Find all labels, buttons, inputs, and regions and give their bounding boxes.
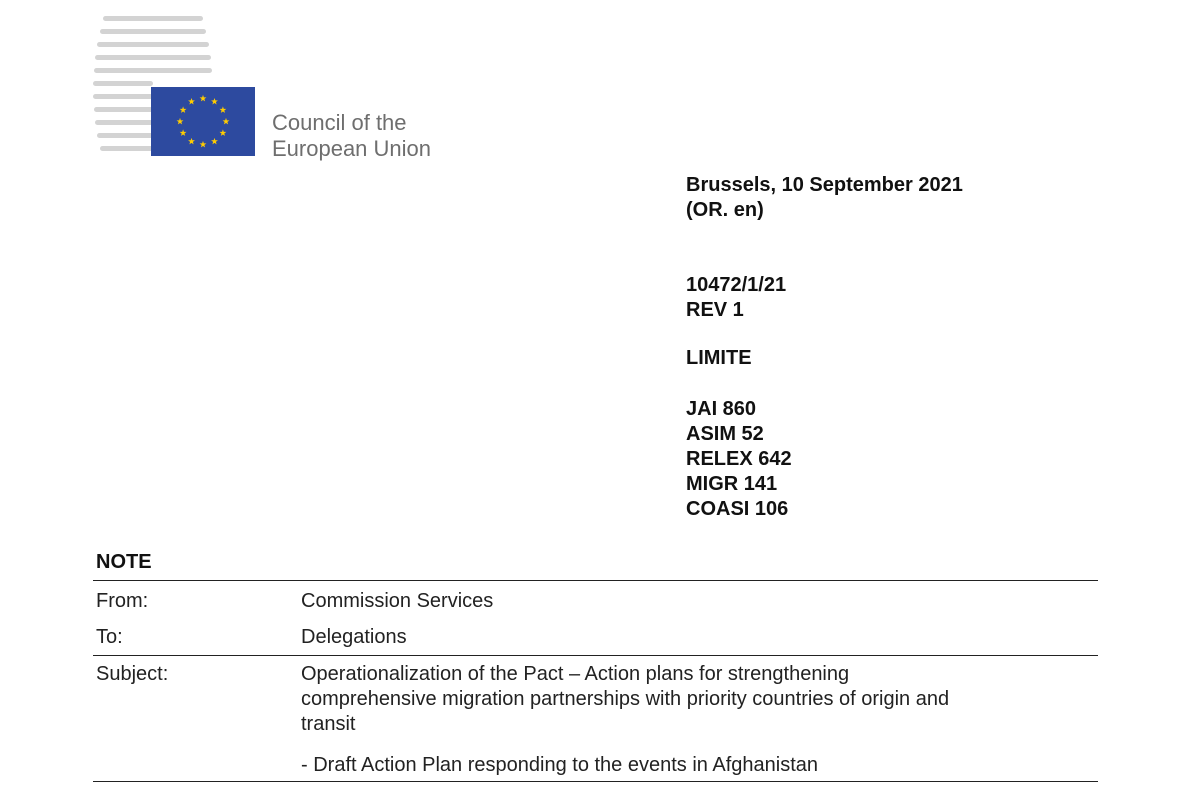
- from-label: From:: [96, 590, 149, 612]
- revision: REV 1: [686, 299, 744, 321]
- note-title: NOTE: [96, 551, 152, 573]
- code-item: ASIM 52: [686, 423, 764, 445]
- subject-subline: - Draft Action Plan responding to the events in Afghanistan: [301, 754, 818, 776]
- reference-block: [686, 273, 786, 323]
- codes-block: [686, 397, 792, 522]
- subject-line: transit: [301, 713, 356, 735]
- place-date: Brussels, 10 September 2021: [686, 174, 963, 196]
- code-item: RELEX 642: [686, 448, 792, 470]
- eu-flag-icon: [93, 14, 263, 164]
- code-item: JAI 860: [686, 398, 757, 420]
- divider-middle: [93, 655, 1098, 656]
- subject-value: [301, 662, 1091, 737]
- divider-bottom: [93, 781, 1098, 782]
- original-language: (OR. en): [686, 199, 764, 221]
- code-item: COASI 106: [686, 498, 789, 520]
- date-block: [686, 173, 963, 223]
- to-label: To:: [96, 626, 123, 648]
- org-name-line1: Council of the: [272, 110, 407, 135]
- code-item: MIGR 141: [686, 473, 778, 495]
- subject-label: Subject:: [96, 663, 169, 685]
- to-value: Delegations: [301, 626, 407, 648]
- doc-number: 10472/1/21: [686, 274, 787, 296]
- subject-line: Operationalization of the Pact – Action plans for strengthening: [301, 663, 850, 685]
- council-logo: [93, 14, 263, 164]
- organization-name: [272, 110, 431, 162]
- from-value: Commission Services: [301, 590, 494, 612]
- subject-line: comprehensive migration partnerships with priority countries of origin and: [301, 688, 950, 710]
- org-name-line2: European Union: [272, 136, 432, 161]
- divider-top: [93, 580, 1098, 581]
- classification: LIMITE: [686, 347, 752, 369]
